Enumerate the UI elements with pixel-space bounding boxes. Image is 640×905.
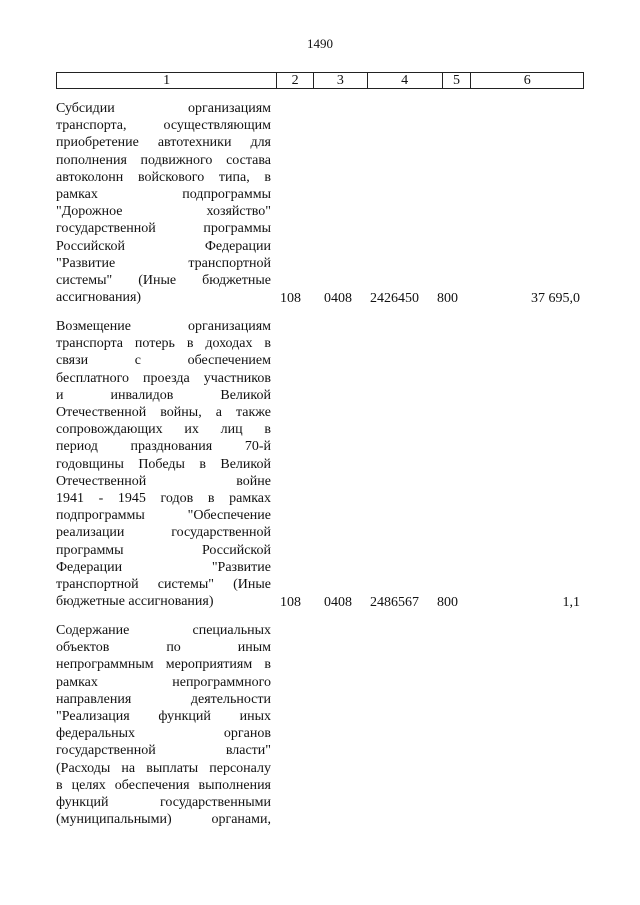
description-line: период празднования 70-й — [56, 439, 271, 455]
table-header — [56, 72, 584, 89]
description-line: объектов по иным — [56, 640, 271, 656]
description-line: Содержание специальных — [56, 623, 271, 638]
description-line: федеральных органов — [56, 726, 271, 742]
expense-type-code: 800 — [437, 595, 458, 610]
description-line: функций государственными — [56, 795, 271, 811]
column-header-3: 3 — [314, 73, 368, 88]
row-description — [56, 622, 271, 828]
section-code: 0408 — [324, 595, 352, 610]
description-line: системы" (Иные бюджетные — [56, 273, 271, 289]
description-line: реализации государственной — [56, 525, 271, 541]
description-line: непрограммным мероприятиям в — [56, 657, 271, 673]
description-line: сопровождающих их лиц в — [56, 422, 271, 438]
description-line: направления деятельности — [56, 691, 271, 707]
description-line: (Расходы на выплаты персоналу — [56, 760, 271, 776]
description-line: подпрограммы "Обеспечение — [56, 508, 271, 524]
description-line: транспорта потерь в доходах в — [56, 336, 271, 352]
description-line: годовщины Победы в Великой — [56, 456, 271, 472]
column-header-5: 5 — [443, 73, 472, 88]
column-header-4: 4 — [368, 73, 443, 88]
column-header-6: 6 — [523, 73, 531, 88]
table-row — [56, 100, 584, 320]
description-line: пополнения подвижного состава — [56, 152, 271, 168]
description-line: ассигнования) — [56, 290, 142, 306]
description-line: "Развитие транспортной — [56, 255, 271, 271]
amount: 1,1 — [562, 595, 580, 610]
description-line: Возмещение организациям — [56, 319, 271, 334]
description-line: транспортной системы" (Иные — [56, 577, 271, 593]
description-line: Субсидии организациям — [56, 101, 271, 116]
description-line: Отечественной войны, а также — [56, 405, 271, 421]
description-line: государственной власти" — [56, 743, 271, 759]
description-line: и инвалидов Великой — [56, 387, 271, 403]
row-description — [56, 100, 271, 306]
amount: 37 695,0 — [531, 291, 580, 306]
description-line: в целях обеспечения выполнения — [56, 777, 271, 793]
column-header-2: 2 — [277, 73, 314, 88]
description-line: Российской Федерации — [56, 238, 271, 254]
description-line: рамках непрограммного — [56, 674, 271, 690]
table-row — [56, 622, 584, 832]
row-description — [56, 318, 271, 610]
description-line: рамках подпрограммы — [56, 187, 271, 203]
description-line: 1941 - 1945 годов в рамках — [56, 491, 271, 507]
description-line: "Реализация функций иных — [56, 709, 271, 725]
description-line: бюджетные ассигнования) — [56, 594, 214, 610]
description-line: Отечественной войне — [56, 473, 271, 489]
description-line: (муниципальными) органами, — [56, 812, 271, 828]
expense-type-code: 800 — [437, 291, 458, 306]
description-line: программы Российской — [56, 542, 271, 558]
page-number: 1490 — [307, 36, 333, 51]
ved-code: 108 — [280, 291, 301, 306]
description-line: автоколонн войскового типа, в — [56, 169, 271, 185]
column-header-1: 1 — [57, 73, 277, 88]
table-row — [56, 318, 584, 618]
description-line: транспорта, осуществляющим — [56, 118, 271, 134]
description-line: связи с обеспечением — [56, 353, 271, 369]
target-article-code: 2486567 — [370, 595, 419, 610]
description-line: государственной программы — [56, 221, 271, 237]
description-line: Федерации "Развитие — [56, 559, 271, 575]
section-code: 0408 — [324, 291, 352, 306]
ved-code: 108 — [280, 595, 301, 610]
description-line: "Дорожное хозяйство" — [56, 204, 271, 220]
description-line: приобретение автотехники для — [56, 135, 271, 151]
description-line: бесплатного проезда участников — [56, 370, 271, 386]
target-article-code: 2426450 — [370, 291, 419, 306]
